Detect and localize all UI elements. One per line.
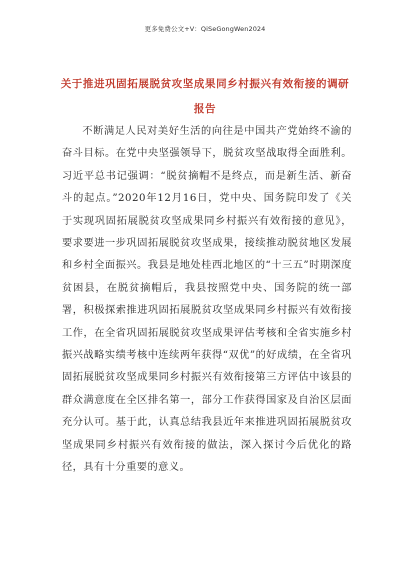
- document-title: 关于推进巩固拓展脱贫攻坚成果同乡村振兴有效衔接的调研报告: [60, 78, 350, 115]
- body-paragraph: 不断满足人民对美好生活的向往是中国共产党始终不渝的奋斗目标。在党中央坚强领导下，脱贫攻坚战取得全面胜利。习近平总书记强调：“脱贫摘帽不是终点，而是新生活、新奋斗的起点。”2020年12月16日，党中央、国务院印发了《关于实现巩固拓展脱贫攻坚成果同乡村振兴有效衔接的意见》，要求要进一步巩固拓展脱贫攻坚成果，接续推动脱贫地区发展和乡村全面振兴。我县是地处桂西北地区的“十三五”时期深度贫困县，在脱贫摘帽后，我县按照党中央、国务院的统一部署，积极探索推进巩固拓展脱贫攻坚成果同乡村振兴有效衔接工作，在全省巩固拓展脱贫攻坚成果评估考核和全省实施乡村振兴战略实绩考核中连续两年获得“双优”的好成绩，在全省巩固拓展脱贫攻坚成果同乡村振兴有效衔接第三方评估中该县的群众满意度在全区排名第一，部分工作获得国家及自治区层面充分认可。基于此，认真总结我县近年来推进巩固拓展脱贫攻坚成果同乡村振兴有效衔接的做法，深入探讨今后优化的路径，具有十分重要的意义。: [62, 126, 352, 474]
- header-note: 更多免费公文+V：QiSeGongWen2024: [144, 25, 266, 33]
